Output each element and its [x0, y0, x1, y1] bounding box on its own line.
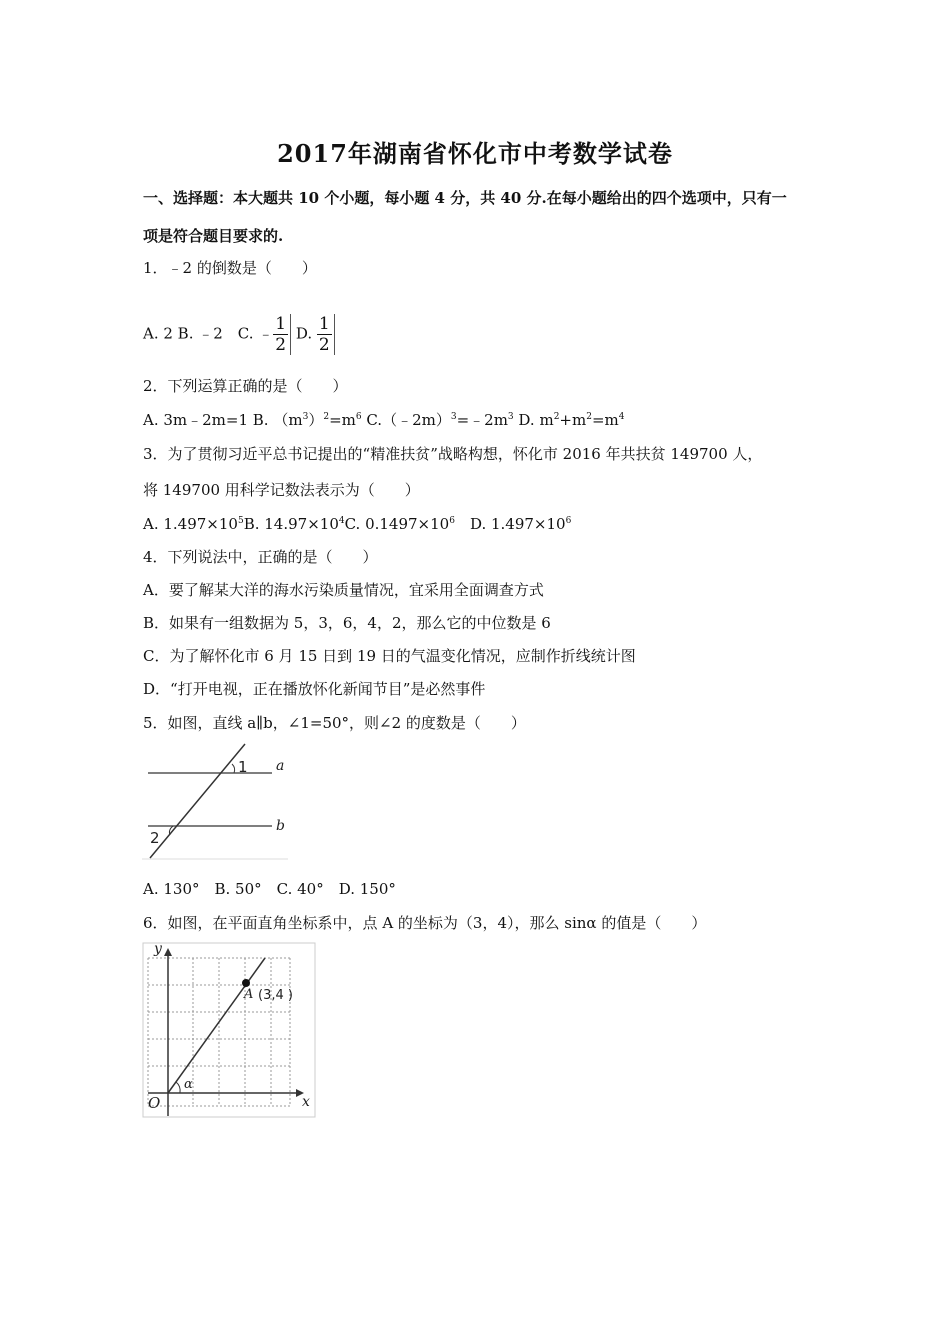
q6-alpha-arc [176, 1082, 180, 1093]
q3-stem-line1: 3．为了贯彻习近平总书记提出的“精准扶贫”战略构想，怀化市 2016 年共扶贫 149700 人， [143, 445, 763, 463]
q5-label-b: b [276, 818, 285, 834]
section-heading-line2: 项是符合题目要求的. [143, 227, 284, 245]
q6-point-A [242, 979, 250, 987]
q4-stem: 4．下列说法中，正确的是（ ） [143, 548, 378, 566]
q6-label-x: x [302, 1094, 310, 1110]
q6-label-A: A [244, 987, 254, 1002]
q6-y-arrow [164, 948, 172, 956]
q6-ray-OA [168, 958, 265, 1093]
q5-parallel-lines-figure [140, 742, 290, 862]
q6-label-y: y [154, 941, 162, 957]
q6-grid [148, 958, 290, 1106]
q4-option-a: A．要了解某大洋的海水污染质量情况，宜采用全面调查方式 [143, 581, 544, 599]
q3-options: A. $1.497\times 10^5B$. $14.97\times 10^4C$. $0.1497\times 10^6$ D. $1.497\times 10^6$ [143, 515, 572, 533]
q5-label-2: 2 [150, 829, 160, 847]
q1-option-d: D. [295, 324, 313, 343]
q5-label-1: 1 [238, 758, 248, 776]
section-heading-line1: 一、选择题：本大题共 10 个小题，每小题 4 分，共 40 分.在每小题给出的四个选项中，只有一 [143, 189, 787, 207]
q6-stem: 6．如图，在平面直角坐标系中，点 A 的坐标为（3，4），那么 sinα 的值是（ ） [143, 914, 707, 932]
q2-options: A. 3m﹣2m=1 B. $(m^3)^2=m^6$ $C.(﹣2m)^3=﹣2m^3$ D. $m^2+m^2=m^4$ [143, 411, 625, 429]
q1-fraction-d: $\frac{1}{2}$ [317, 314, 335, 355]
q6-label-coord: (3,4 ) [258, 988, 293, 1003]
q1-options [143, 314, 335, 355]
q4-option-b: B．如果有一组数据为 5，3，6，4，2，那么它的中位数是 6 [143, 614, 551, 632]
q2-stem: 2．下列运算正确的是（ ） [143, 377, 348, 395]
q6-label-alpha: α [184, 1077, 193, 1092]
q3-stem-line2: 将 149700 用科学记数法表示为（ ） [143, 481, 420, 499]
q5-options: A. 130° B. 50° C. 40° D. 150° [143, 880, 396, 898]
page-title: 2017年湖南省怀化市中考数学试卷 [277, 139, 673, 168]
q5-stem: 5．如图，直线 a∥b，∠1=50°，则∠2 的度数是（ ） [143, 714, 526, 732]
q4-option-d: D．“打开电视，正在播放怀化新闻节目”是必然事件 [143, 680, 486, 698]
q4-option-c: C．为了解怀化市 6 月 15 日到 19 日的气温变化情况，应制作折线统计图 [143, 647, 636, 665]
q6-coordinate-figure [140, 940, 320, 1120]
q1-option-abc: A. 2 B. ﹣2 C. ﹣ [143, 324, 274, 343]
q5-transversal [150, 744, 245, 858]
q5-angle1-arc [232, 764, 235, 773]
q5-label-a: a [276, 758, 285, 774]
q6-label-origin: O [148, 1094, 161, 1112]
q1-stem: 1．﹣2 的倒数是（ ） [143, 259, 317, 277]
q1-fraction-c: $\frac{1}{2}$ [273, 314, 291, 355]
